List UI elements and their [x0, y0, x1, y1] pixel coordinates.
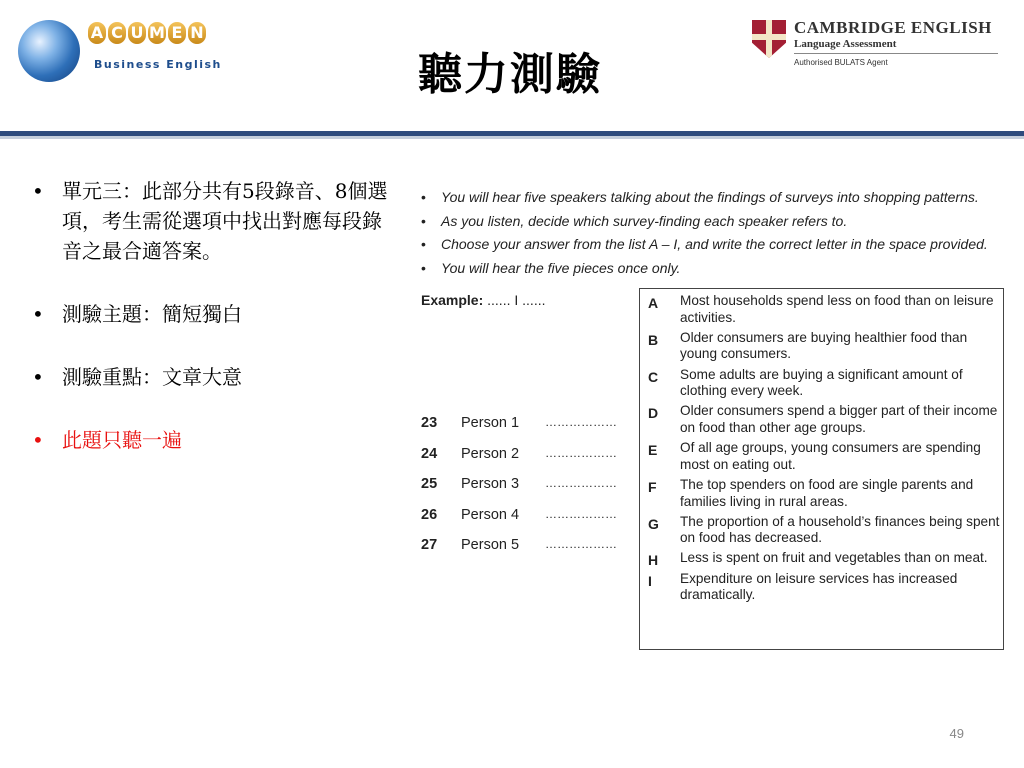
question-number: 26	[421, 506, 438, 523]
person-name: Person 1	[461, 415, 520, 431]
option-item	[640, 403, 1003, 436]
bullet-list	[30, 176, 400, 488]
logo-letter: C	[108, 22, 126, 44]
acumen-subtitle: Business English	[94, 58, 222, 71]
exam-excerpt	[415, 180, 1015, 660]
instruction-line	[415, 186, 1005, 210]
bullet-item	[30, 299, 400, 329]
option-item	[640, 293, 1003, 326]
question-number: 25	[421, 476, 438, 492]
logo-letter: M	[149, 23, 165, 42]
bullet-item-highlight	[30, 425, 400, 455]
option-letter: D	[648, 405, 659, 422]
bullet-item	[30, 362, 400, 392]
bullet-text: 測驗主題：簡短獨白	[62, 302, 242, 326]
option-letter: C	[648, 368, 659, 385]
bullet-item	[30, 176, 400, 266]
bullet-text: 單元三：此部分共有5段錄音、8個選項，考生需從選項中找出對應每段錄音之最合適答案。	[62, 179, 388, 263]
option-letter: B	[648, 331, 659, 348]
answer-blank: ………………	[545, 445, 617, 460]
option-text: Expenditure on leisure services has increased dramatically.	[680, 570, 958, 603]
bullet-dot: •	[421, 236, 426, 252]
logo-letter: A	[88, 22, 106, 44]
option-item	[640, 440, 1003, 473]
example-label: Example:	[421, 292, 484, 308]
option-item	[640, 330, 1003, 363]
cambridge-shield-icon	[752, 20, 786, 58]
bullet-dot: •	[32, 179, 44, 203]
person-name: Person 4	[461, 506, 520, 523]
slide-title: 聽力測驗	[418, 49, 602, 100]
cambridge-logo	[752, 18, 1002, 74]
person-row	[421, 476, 631, 507]
instruction-text: As you listen, decide which survey-finding each speaker refers to.	[441, 212, 848, 229]
logo-letter: E	[168, 22, 186, 44]
option-letter: G	[648, 515, 659, 532]
options-box	[639, 288, 1004, 650]
cambridge-title: CAMBRIDGE ENGLISH	[794, 18, 992, 37]
option-text: The proportion of a household’s finances being spent on food has decreased.	[680, 513, 1000, 546]
person-name: Person 3	[461, 476, 520, 492]
instruction-line	[415, 257, 1005, 281]
person-row	[421, 446, 631, 477]
person-name: Person 2	[461, 445, 520, 462]
option-item	[640, 571, 1003, 604]
header-divider-shadow	[0, 136, 1024, 139]
option-text: Less is spent on fruit and vegetables than on meat.	[680, 550, 988, 566]
person-row	[421, 537, 631, 568]
page-number: 49	[949, 726, 964, 741]
bullet-dot: •	[421, 212, 426, 229]
option-item	[640, 550, 1003, 567]
globe-icon	[18, 20, 80, 82]
cambridge-divider	[794, 53, 998, 54]
bullet-dot: •	[32, 428, 44, 452]
question-number: 27	[421, 537, 438, 553]
answer-blank: ………………	[545, 537, 617, 551]
instruction-text: Choose your answer from the list A – I, and write the correct letter in the space provided.	[441, 236, 988, 252]
option-text: Most households spend less on food than on leisure activities.	[680, 293, 994, 325]
exam-instructions	[415, 186, 1005, 280]
option-letter: A	[648, 295, 659, 311]
option-letter: E	[648, 442, 658, 459]
option-item	[640, 367, 1003, 400]
option-text: The top spenders on food are single parents and families living in rural areas.	[680, 476, 974, 509]
bullet-dot: •	[32, 365, 44, 389]
logo-letter: U	[128, 22, 146, 44]
option-letter: I	[648, 572, 652, 589]
option-item	[640, 477, 1003, 510]
bullet-text: 測驗重點：文章大意	[62, 365, 242, 389]
cambridge-agent-label: Authorised BULATS Agent	[794, 58, 888, 67]
person-row	[421, 507, 631, 538]
option-text: Older consumers are buying healthier food than young consumers.	[680, 329, 968, 362]
acumen-logo	[18, 14, 228, 90]
question-number: 24	[421, 445, 438, 462]
question-number: 23	[421, 415, 438, 431]
bullet-dot: •	[421, 259, 426, 276]
bullet-text: 此題只聽一遍	[62, 428, 182, 452]
option-text: Of all age groups, young consumers are spending most on eating out.	[680, 440, 981, 472]
cambridge-subtitle: Language Assessment	[794, 38, 897, 50]
instruction-line	[415, 210, 1005, 234]
acumen-wordmark	[88, 22, 208, 44]
option-letter: H	[648, 552, 659, 569]
slide-header	[0, 0, 1024, 128]
person-list	[421, 415, 631, 568]
option-text: Older consumers spend a bigger part of their income on food than other age groups.	[680, 403, 998, 435]
answer-blank: ………………	[545, 506, 617, 521]
bullet-dot: •	[32, 302, 44, 326]
option-text: Some adults are buying a significant amount of clothing every week.	[680, 366, 963, 399]
example-value: ...... I ......	[487, 292, 546, 308]
answer-blank: ………………	[545, 476, 617, 490]
instruction-text: You will hear five speakers talking about the findings of surveys into shopping patterns.	[441, 189, 979, 205]
person-name: Person 5	[461, 537, 520, 553]
option-item	[640, 514, 1003, 547]
instruction-line	[415, 233, 1005, 257]
instruction-text: You will hear the five pieces once only.	[441, 259, 681, 276]
logo-letter: N	[188, 22, 206, 44]
answer-blank: ………………	[545, 415, 617, 429]
option-letter: F	[648, 478, 657, 495]
example-line	[421, 292, 546, 308]
bullet-dot: •	[421, 189, 426, 205]
person-row	[421, 415, 631, 446]
